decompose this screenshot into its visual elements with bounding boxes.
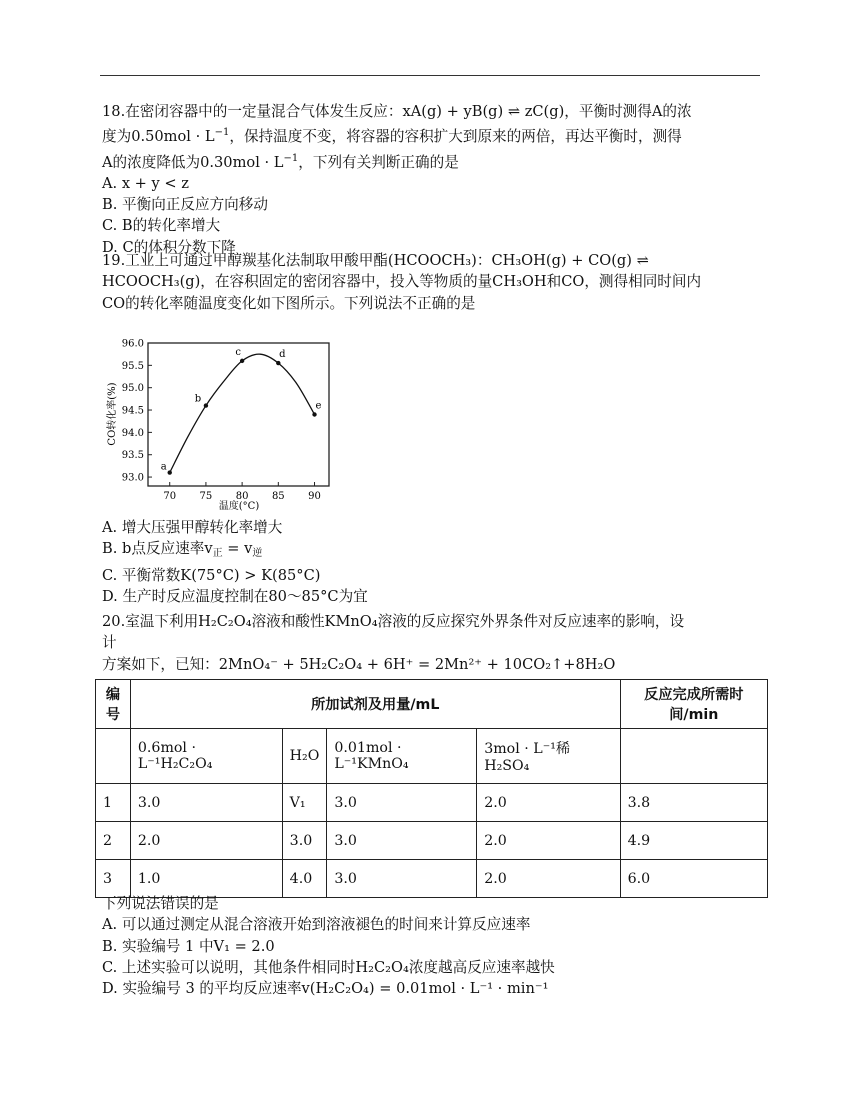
subheader-h2c2o4: 0.6mol · L⁻¹H₂C₂O₄ xyxy=(130,729,282,784)
x-tick-label: 80 xyxy=(235,491,249,502)
conversion-curve xyxy=(170,354,315,472)
cell: 2.0 xyxy=(130,822,282,860)
q18-line-1: 18.在密闭容器中的一定量混合气体发生反应：xA(g) + yB(g) ⇌ zC(g)，平衡时测得A的浓 xyxy=(102,103,692,120)
cell: 4.0 xyxy=(282,860,327,898)
q19-option-b-sub2: 逆 xyxy=(252,548,263,560)
q18-line-3-sup: −1 xyxy=(283,152,299,164)
y-tick-label: 94.0 xyxy=(121,427,144,439)
q19-line-3: CO的转化率随温度变化如下图所示。下列说法不正确的是 xyxy=(102,294,476,312)
point-label-c: c xyxy=(235,346,241,358)
y-axis-label: CO转化率(%) xyxy=(107,382,118,446)
q18-line-3a: A的浓度降低为0.30mol · L xyxy=(102,153,284,171)
cell: 3.0 xyxy=(282,822,327,860)
subheader-time-empty xyxy=(620,729,767,784)
y-tick-label: 96.0 xyxy=(121,338,144,350)
cell: 3.0 xyxy=(327,822,477,860)
table-row xyxy=(96,822,768,860)
y-tick-label: 93.0 xyxy=(121,472,144,484)
co-conversion-chart xyxy=(103,334,338,512)
point-label-b: b xyxy=(194,393,202,405)
q18-option-a: A. x + y < z xyxy=(102,174,189,192)
y-tick-label: 95.0 xyxy=(121,383,144,395)
subheader-empty xyxy=(96,729,131,784)
cell: 1 xyxy=(96,784,131,822)
table-subheader-row xyxy=(96,729,768,784)
q20-option-c: C. 上述实验可以说明，其他条件相同时H₂C₂O₄浓度越高反应速率越快 xyxy=(102,958,555,976)
q20-option-d: D. 实验编号 3 的平均反应速率v(H₂C₂O₄) = 0.01mol · L⁻¹ · min⁻¹ xyxy=(102,980,549,998)
cell: 3.0 xyxy=(327,784,477,822)
q19-option-c: C. 平衡常数K(75°C) > K(85°C) xyxy=(102,566,321,584)
subheader-water: H₂O xyxy=(282,729,327,784)
table-header-row xyxy=(96,680,768,729)
subheader-kmno4: 0.01mol · L⁻¹KMnO₄ xyxy=(327,729,477,784)
q19-option-b-eq: = v xyxy=(222,540,253,558)
q20-line-1: 20.室温下利用H₂C₂O₄溶液和酸性KMnO₄溶液的反应探究外界条件对反应速率的影响，设 xyxy=(102,613,685,630)
question-18 xyxy=(102,101,762,258)
header-number: 编号 xyxy=(96,680,131,729)
point-label-d: d xyxy=(279,349,286,361)
table-row xyxy=(96,860,768,898)
q19-option-b xyxy=(102,538,762,564)
header-rule xyxy=(100,75,760,76)
table-row xyxy=(96,784,768,822)
y-tick-label: 93.5 xyxy=(121,450,144,462)
q20-options xyxy=(102,893,762,999)
y-tick-label: 95.5 xyxy=(121,360,144,372)
x-tick-label: 85 xyxy=(271,491,285,502)
q18-line-2-sup: −1 xyxy=(214,127,230,139)
cell: 2 xyxy=(96,822,131,860)
q19-line-1: 19.工业上可通过甲醇羰基化法制取甲酸甲酯(HCOOCH₃)：CH₃OH(g) + CO(g) ⇌ xyxy=(102,252,649,269)
cell: 2.0 xyxy=(477,784,620,822)
cell: 1.0 xyxy=(130,860,282,898)
q19-options xyxy=(102,517,762,607)
cell: 4.9 xyxy=(620,822,767,860)
cell: 2.0 xyxy=(477,860,620,898)
q19-option-b-sub1: 正 xyxy=(212,548,223,560)
cell: 3 xyxy=(96,860,131,898)
data-point-b xyxy=(204,403,208,407)
q19-option-a: A. 增大压强甲醇转化率增大 xyxy=(102,519,283,536)
q19-option-b-text: B. b点反应速率v xyxy=(102,540,213,558)
data-point-e xyxy=(312,412,316,416)
cell: 3.0 xyxy=(327,860,477,898)
q19-line-2: HCOOCH₃(g)，在容积固定的密闭容器中，投入等物质的量CH₃OH和CO，测得相同时间内 xyxy=(102,273,702,291)
x-tick-label: 70 xyxy=(163,491,177,502)
x-tick-label: 75 xyxy=(199,491,213,502)
data-point-d xyxy=(276,361,280,365)
q18-line-3b: ，下列有关判断正确的是 xyxy=(298,153,459,171)
q20-prompt: 下列说法错误的是 xyxy=(102,895,219,912)
q18-line-2 xyxy=(102,122,762,147)
q18-option-d: D. C的体积分数下降 xyxy=(102,238,236,256)
x-tick-label: 90 xyxy=(308,491,321,502)
experiment-table xyxy=(95,679,768,898)
cell: 3.0 xyxy=(130,784,282,822)
q20-option-a: A. 可以通过测定从混合溶液开始到溶液褪色的时间来计算反应速率 xyxy=(102,916,531,934)
cell: 6.0 xyxy=(620,860,767,898)
q18-option-b: B. 平衡向正反应方向移动 xyxy=(102,196,268,214)
q20-line-2: 计 xyxy=(102,634,117,652)
cell: 3.8 xyxy=(620,784,767,822)
data-point-c xyxy=(240,359,244,363)
header-reagents: 所加试剂及用量/mL xyxy=(130,680,620,729)
subheader-h2so4: 3mol · L⁻¹稀H₂SO₄ xyxy=(477,729,620,784)
q19-option-d: D. 生产时反应温度控制在80～85°C为宜 xyxy=(102,587,368,605)
cell: V₁ xyxy=(282,784,327,822)
y-tick-label: 94.5 xyxy=(121,405,144,417)
q18-line-2a: 度为0.50mol · L xyxy=(102,128,215,146)
x-axis-label: 温度(°C) xyxy=(218,501,260,512)
q18-line-2b: ，保持温度不变，将容器的容积扩大到原来的两倍，再达平衡时，测得 xyxy=(229,128,682,146)
q20-line-3: 方案如下，已知：2MnO₄⁻ + 5H₂C₂O₄ + 6H⁺ = 2Mn²⁺ + 10CO₂↑+8H₂O xyxy=(102,655,616,673)
data-point-a xyxy=(168,470,172,474)
point-label-e: e xyxy=(315,400,322,412)
q18-option-c: C. B的转化率增大 xyxy=(102,217,221,235)
header-time: 反应完成所需时间/min xyxy=(620,680,767,729)
cell: 2.0 xyxy=(477,822,620,860)
q18-line-3 xyxy=(102,148,762,173)
q20-option-b: B. 实验编号 1 中V₁ = 2.0 xyxy=(102,937,275,955)
question-19 xyxy=(102,250,762,314)
question-20 xyxy=(102,611,762,675)
point-label-a: a xyxy=(160,461,167,473)
